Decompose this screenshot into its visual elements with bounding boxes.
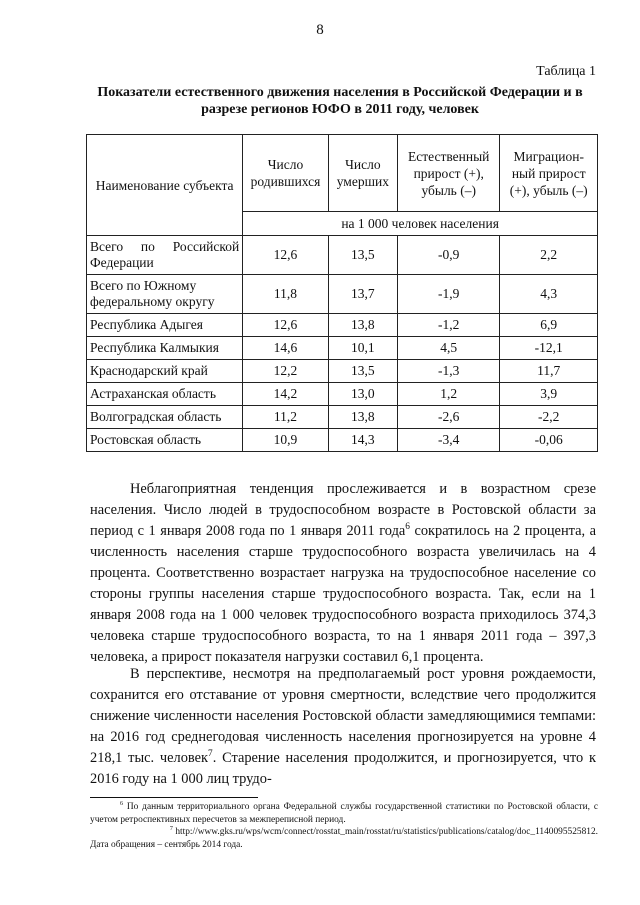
row-births: 12,6 bbox=[243, 314, 328, 337]
row-births: 11,2 bbox=[243, 406, 328, 429]
header-births: Число родившихся bbox=[243, 135, 328, 212]
row-births: 12,6 bbox=[243, 236, 328, 275]
row-births: 12,2 bbox=[243, 360, 328, 383]
table-row bbox=[87, 406, 598, 429]
row-name: Всего по Южному федеральному округу bbox=[87, 275, 243, 314]
row-name: Ростовская область bbox=[87, 429, 243, 452]
row-natural: -0,9 bbox=[397, 236, 500, 275]
table-row bbox=[87, 314, 598, 337]
row-name: Краснодарский край bbox=[87, 360, 243, 383]
row-natural: 1,2 bbox=[397, 383, 500, 406]
row-natural: -1,2 bbox=[397, 314, 500, 337]
row-deaths: 10,1 bbox=[328, 337, 397, 360]
row-deaths: 13,8 bbox=[328, 406, 397, 429]
row-migration: -12,1 bbox=[500, 337, 598, 360]
row-deaths: 13,5 bbox=[328, 360, 397, 383]
header-migration: Миграцион-ный прирост (+), убыль (–) bbox=[500, 135, 598, 212]
footnote-7-date: Дата обращения – сентябрь 2014 года. bbox=[90, 839, 243, 850]
row-migration: -2,2 bbox=[500, 406, 598, 429]
row-name: Астраханская область bbox=[87, 383, 243, 406]
row-deaths: 14,3 bbox=[328, 429, 397, 452]
footnote-6: $^6$ По данным территориального органа Федеральной службы государственной статистики по Ростовской области, с учетом ретроспективных пересчетов за межпереписной период. bbox=[90, 800, 598, 825]
row-deaths: 13,7 bbox=[328, 275, 397, 314]
row-births: 14,2 bbox=[243, 383, 328, 406]
paragraph-forecast: В перспективе, несмотря на предполагаемый рост уровня рождаемости, сохранится его отставание от уровня смертности, вследствие чего продолжится снижение численности населения Ростовской области замедляющимися темпами: на 2016 год среднегодовая численность населения прогнозируется на уровне 4 218,1 тыс. человек$^7$. Старение населения продолжится, и прогнозируется, что к 2016 году на 1 000 лиц трудо- bbox=[90, 666, 596, 787]
footnote-ref-7: 7 bbox=[208, 749, 213, 760]
row-deaths: 13,8 bbox=[328, 314, 397, 337]
table-row bbox=[87, 236, 598, 275]
row-natural: -2,6 bbox=[397, 406, 500, 429]
demographics-table bbox=[86, 134, 598, 452]
header-deaths: Число умерших bbox=[328, 135, 397, 212]
row-migration: 11,7 bbox=[500, 360, 598, 383]
page-number: 8 bbox=[316, 22, 324, 38]
table-title: Показатели естественного движения населения в Российской Федерации и в разрезе регионов ЮФО в 2011 году, человек bbox=[97, 85, 583, 117]
unit-label: на 1 000 человек населения bbox=[243, 212, 598, 236]
row-deaths: 13,0 bbox=[328, 383, 397, 406]
row-migration: -0,06 bbox=[500, 429, 598, 452]
row-name: Волгоградская область bbox=[87, 406, 243, 429]
row-natural: 4,5 bbox=[397, 337, 500, 360]
row-migration: 6,9 bbox=[500, 314, 598, 337]
table-header-row bbox=[87, 135, 598, 212]
row-migration: 4,3 bbox=[500, 275, 598, 314]
row-births: 10,9 bbox=[243, 429, 328, 452]
table-row bbox=[87, 337, 598, 360]
paragraph-working-age: Неблагоприятная тенденция прослеживается и в возрастном срезе населения. Число людей в трудоспособном возрасте в Ростовской области за период с 1 января 2008 года по 1 января 2011 года$^6$ сократилось на 2 процента, а численность населения старше трудоспособного возраста увеличилась на 4 процента. Соответственно возрастает нагрузка на трудоспособное население со стороны группы населения старше трудоспособного возраста. Так, если на 1 января 2008 года на 1 000 человек трудоспособного возраста приходилось 374,3 человека старше трудоспособного возраста, то на 1 января 2011 года – 397,3 человека, а прирост показателя нагрузки составил 6,1 процента. bbox=[90, 481, 596, 665]
footnote-ref-6: 6 bbox=[405, 522, 410, 533]
row-name: Республика Адыгея bbox=[87, 314, 243, 337]
header-natural-increase: Естественный прирост (+), убыль (–) bbox=[397, 135, 500, 212]
footnote-7-url: $^7$ http://www.gks.ru/wps/wcm/connect/rosstat_main/rosstat/ru/statistics/publications/catalog/doc_1140095525812. bbox=[169, 825, 598, 837]
table-label: Таблица 1 bbox=[536, 64, 596, 79]
table-row bbox=[87, 360, 598, 383]
row-name: Всего по Российской Федерации bbox=[87, 236, 243, 275]
row-natural: -1,3 bbox=[397, 360, 500, 383]
row-migration: 3,9 bbox=[500, 383, 598, 406]
row-births: 11,8 bbox=[243, 275, 328, 314]
row-births: 14,6 bbox=[243, 337, 328, 360]
table-row bbox=[87, 383, 598, 406]
header-name: Наименование субъекта bbox=[87, 135, 243, 236]
row-natural: -1,9 bbox=[397, 275, 500, 314]
row-natural: -3,4 bbox=[397, 429, 500, 452]
row-deaths: 13,5 bbox=[328, 236, 397, 275]
table-row bbox=[87, 429, 598, 452]
table-row bbox=[87, 275, 598, 314]
row-migration: 2,2 bbox=[500, 236, 598, 275]
row-name: Республика Калмыкия bbox=[87, 337, 243, 360]
footnote-divider bbox=[90, 797, 258, 798]
footnotes bbox=[90, 801, 598, 851]
